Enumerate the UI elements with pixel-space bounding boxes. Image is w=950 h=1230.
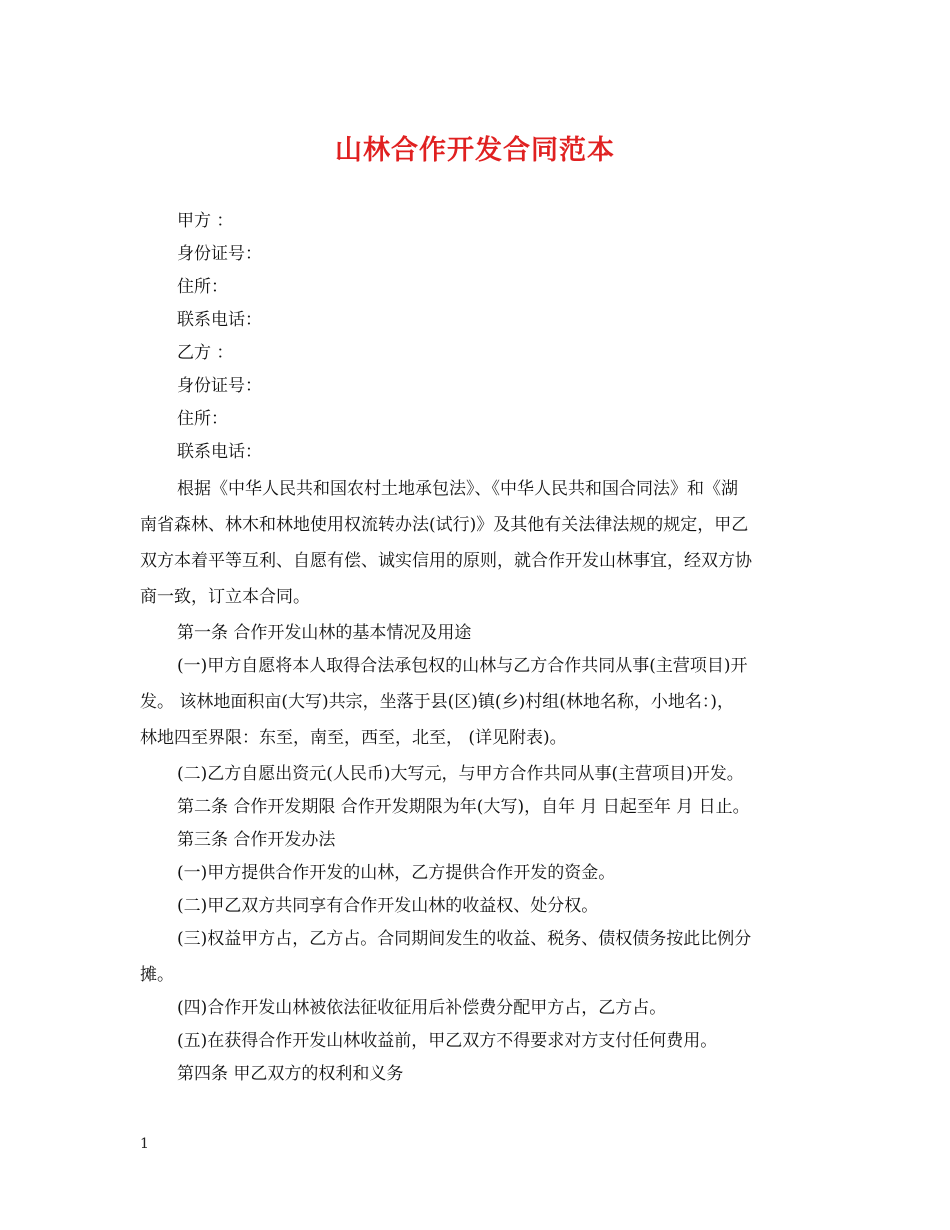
clause-line: (三)权益甲方占，乙方占。合同期间发生的收益、税务、债权债务按此比例分 bbox=[177, 929, 752, 949]
article-heading: 第一条 合作开发山林的基本情况及用途 bbox=[177, 623, 472, 643]
party-b-address-label: 住所： bbox=[177, 409, 228, 429]
article-heading: 第三条 合作开发办法 bbox=[177, 830, 336, 850]
party-a-id-label: 身份证号： bbox=[177, 244, 262, 264]
party-a-phone-label: 联系电话： bbox=[177, 310, 262, 330]
preamble-line: 双方本着平等互利、自愿有偿、诚实信用的原则，就合作开发山林事宜，经双方协 bbox=[140, 551, 752, 571]
party-a-address-label: 住所： bbox=[177, 277, 228, 297]
document-title: 山林合作开发合同范本 bbox=[335, 135, 615, 166]
clause-line: 林地四至界限：东至，南至，西至，北至， (详见附表)。 bbox=[140, 728, 567, 748]
page-number: 1 bbox=[140, 1136, 149, 1152]
clause-line: (五)在获得合作开发山林收益前，甲乙双方不得要求对方支付任何费用。 bbox=[177, 1031, 718, 1051]
preamble-line: 商一致，订立本合同。 bbox=[140, 587, 310, 607]
clause-line: (二)甲乙双方共同享有合作开发山林的收益权、处分权。 bbox=[177, 896, 599, 916]
clause-line: 发。 该林地面积亩(大写)共宗，坐落于县(区)镇(乡)村组(林地名称，小地名：)， bbox=[140, 692, 734, 712]
preamble-line: 南省森林、林木和林地使用权流转办法(试行)》及其他有关法律法规的规定，甲乙 bbox=[140, 515, 749, 535]
party-b-label: 乙方 ： bbox=[177, 343, 234, 363]
party-b-phone-label: 联系电话： bbox=[177, 442, 262, 462]
party-a-label: 甲方 ： bbox=[177, 211, 234, 231]
clause-line: (四)合作开发山林被依法征收征用后补偿费分配甲方占，乙方占。 bbox=[177, 998, 667, 1018]
article-heading: 第二条 合作开发期限 合作开发期限为年(大写)，自年 月 日起至年 月 日止。 bbox=[177, 797, 750, 817]
preamble-line: 根据《中华人民共和国农村土地承包法》、《中华人民共和国合同法》和《湖 bbox=[177, 479, 738, 499]
article-heading: 第四条 甲乙双方的权利和义务 bbox=[177, 1064, 404, 1084]
party-b-id-label: 身份证号： bbox=[177, 376, 262, 396]
clause-line: (二)乙方自愿出资元(人民币)大写元，与甲方合作共同从事(主营项目)开发。 bbox=[177, 764, 744, 784]
clause-line: (一)甲方提供合作开发的山林，乙方提供合作开发的资金。 bbox=[177, 863, 616, 883]
clause-line: 摊。 bbox=[140, 965, 174, 985]
clause-line: (一)甲方自愿将本人取得合法承包权的山林与乙方合作共同从事(主营项目)开 bbox=[177, 656, 748, 676]
